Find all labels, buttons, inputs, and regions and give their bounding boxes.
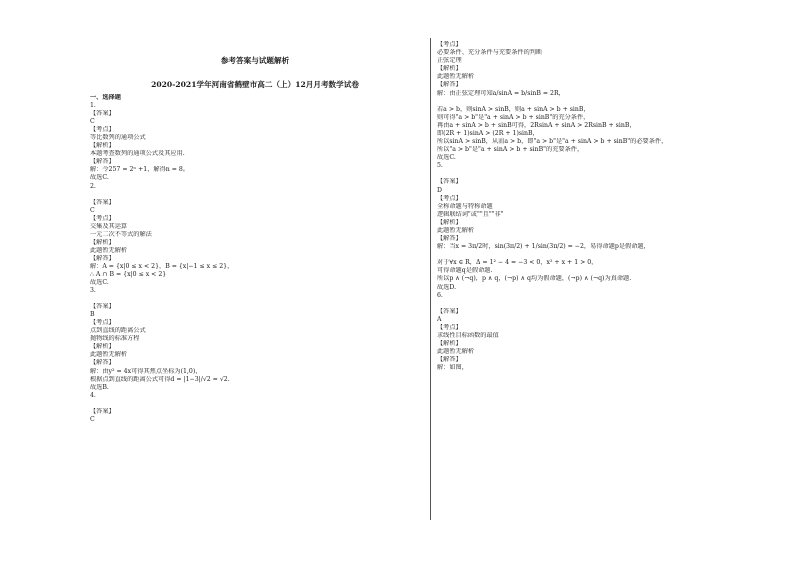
- answer-block-4-cont: [437, 41, 737, 98]
- text-line: 必要条件、充分条件与充要条件的判断: [437, 49, 543, 57]
- text-line: 【考点】: [90, 126, 115, 134]
- text-line: 【解析】: [437, 340, 462, 348]
- text-line: C: [90, 118, 95, 126]
- text-line: 全称命题与特称命题: [437, 202, 493, 210]
- text-line: 【解析】: [90, 142, 115, 150]
- text-line: 此题暂无解析: [90, 246, 128, 254]
- text-line: 再由a + sinA > b + sinB可得，2RsinA + sinA > 2RsinB + sinB，: [437, 121, 636, 129]
- answer-block-6: [437, 308, 737, 373]
- text-line: 本题考查数列的通项公式及其应用.: [90, 150, 185, 158]
- text-line: 所以p ∧ (¬q)，p ∧ q，(¬p) ∧ q均为假命题，(¬p) ∧ (¬q)为真命题.: [437, 275, 632, 283]
- text-line: 【答案】: [90, 110, 115, 118]
- left-column: [90, 56, 420, 424]
- text-line: B: [90, 311, 95, 319]
- spacer: [90, 295, 420, 303]
- text-line: 【解析】: [437, 218, 462, 226]
- spacer: [437, 170, 737, 178]
- text-line: 解：由正弦定理可知a/sinA = b/sinB = 2R，: [437, 89, 565, 97]
- text-line: 1.: [90, 102, 96, 110]
- spacer: [90, 191, 420, 199]
- answer-block-5: [437, 178, 737, 251]
- text-line: D: [437, 186, 442, 194]
- text-line: 解：当x = 3π/2时，sin(3π/2) + 1/sin(3π/2) = −2，易得命题p是假命题，: [437, 243, 650, 251]
- text-line: 若a > b，则sinA > sinB，则a + sinA > b + sinB，: [437, 105, 590, 113]
- text-line: 【解答】: [437, 235, 462, 243]
- text-line: 则可得"a > b"是"a + sinA > b + sinB"的充分条件，: [437, 113, 590, 121]
- column-divider: [430, 38, 431, 520]
- text-line: 【答案】: [437, 307, 462, 315]
- text-line: 【答案】: [90, 303, 115, 311]
- spacer: [437, 98, 737, 106]
- text-line: 【考点】: [437, 323, 462, 331]
- text-line: 【解析】: [90, 238, 115, 246]
- text-line: 故选C.: [437, 154, 456, 162]
- exam-subtitle: 2020-2021学年河南省鹤壁市高二（上）12月月考数学试卷: [151, 80, 359, 89]
- text-line: 求线性目标函数的最值: [437, 332, 499, 339]
- text-line: 【解答】: [90, 359, 115, 367]
- text-line: 6.: [437, 291, 443, 299]
- text-line: 【解答】: [90, 158, 115, 166]
- text-line: 一元二次不等式的解法: [90, 230, 152, 238]
- text-line: 【答案】: [90, 198, 115, 206]
- spacer: [437, 300, 737, 308]
- answer-block-5-proof: [437, 259, 737, 299]
- text-line: 【考点】: [90, 319, 115, 327]
- text-line: 3.: [90, 287, 96, 295]
- text-line: 【解析】: [437, 65, 462, 73]
- spacer: [90, 400, 420, 408]
- text-line: 根据点到直线的距离公式可得d = |1−3|/√2 = √2.: [90, 375, 230, 383]
- text-line: 可得命题q是假命题.: [437, 267, 493, 275]
- text-line: 交集及其运算: [90, 222, 128, 230]
- text-line: 所以sinA > sinB，从而a > b，即"a > b"是"a + sinA > b + sinB"的必要条件，: [437, 138, 668, 146]
- text-line: 抛物线的标准方程: [90, 335, 140, 343]
- text-line: 故选D.: [437, 283, 457, 291]
- answer-block-3: [90, 303, 420, 400]
- text-line: 对于∀x ∈ R，Δ = 1² − 4 = −3 < 0，x² + x + 1 > 0，: [437, 259, 598, 267]
- text-line: A: [437, 315, 442, 323]
- text-line: 【考点】: [90, 214, 115, 222]
- answer-block-2: [90, 199, 420, 296]
- section-heading: 一、选择题: [90, 94, 121, 101]
- text-line: 5.: [437, 162, 443, 170]
- text-line: 【答案】: [90, 407, 115, 415]
- text-line: 此题暂无解析: [437, 348, 475, 356]
- text-line: 逻辑联结词"或""且""非": [437, 210, 504, 218]
- spacer: [437, 251, 737, 259]
- text-line: 【解析】: [90, 343, 115, 351]
- answer-block-4: [90, 408, 420, 424]
- text-line: 所以"a > b"是"a + sinA > b + sinB"的充要条件，: [437, 146, 584, 154]
- text-line: 点到直线的距离公式: [90, 327, 146, 335]
- text-line: ∴ A ∩ B = {x|0 ≤ x < 2}: [90, 270, 167, 278]
- text-line: C: [90, 415, 95, 423]
- page-title: 参考答案与试题解析: [220, 56, 290, 65]
- text-line: 故选C.: [90, 279, 109, 287]
- text-line: 【解答】: [90, 254, 115, 262]
- text-line: 故选B.: [90, 383, 109, 391]
- text-line: 4.: [90, 391, 96, 399]
- text-line: 解：A = {x|0 ≤ x < 2}，B = {x|−1 ≤ x ≤ 2}，: [90, 262, 234, 270]
- text-line: 正弦定理: [437, 57, 462, 65]
- text-line: 2.: [90, 182, 96, 190]
- answer-block-4-proof: [437, 106, 737, 171]
- text-line: 此题暂无解析: [90, 351, 128, 359]
- text-line: 解：由y² = 4x可得其焦点坐标为(1,0)，: [90, 367, 202, 375]
- text-line: 等比数列的通项公式: [90, 134, 146, 142]
- text-line: 【解答】: [437, 356, 462, 364]
- text-line: 【解答】: [437, 81, 462, 89]
- text-line: 故选C.: [90, 174, 109, 182]
- text-line: 解：如图，: [437, 364, 468, 372]
- answer-block-1: [90, 102, 420, 191]
- text-line: 此题暂无解析: [437, 226, 475, 234]
- text-line: C: [90, 206, 95, 214]
- text-line: 此题暂无解析: [437, 73, 475, 81]
- text-line: 即(2R + 1)sinA > (2R + 1)sinB，: [437, 129, 539, 137]
- text-line: 【考点】: [437, 194, 462, 202]
- right-column: [437, 41, 737, 372]
- text-line: 【考点】: [437, 41, 462, 48]
- text-line: 【答案】: [437, 178, 462, 186]
- text-line: 解：令257 = 2ⁿ +1，解得n = 8。: [90, 166, 189, 174]
